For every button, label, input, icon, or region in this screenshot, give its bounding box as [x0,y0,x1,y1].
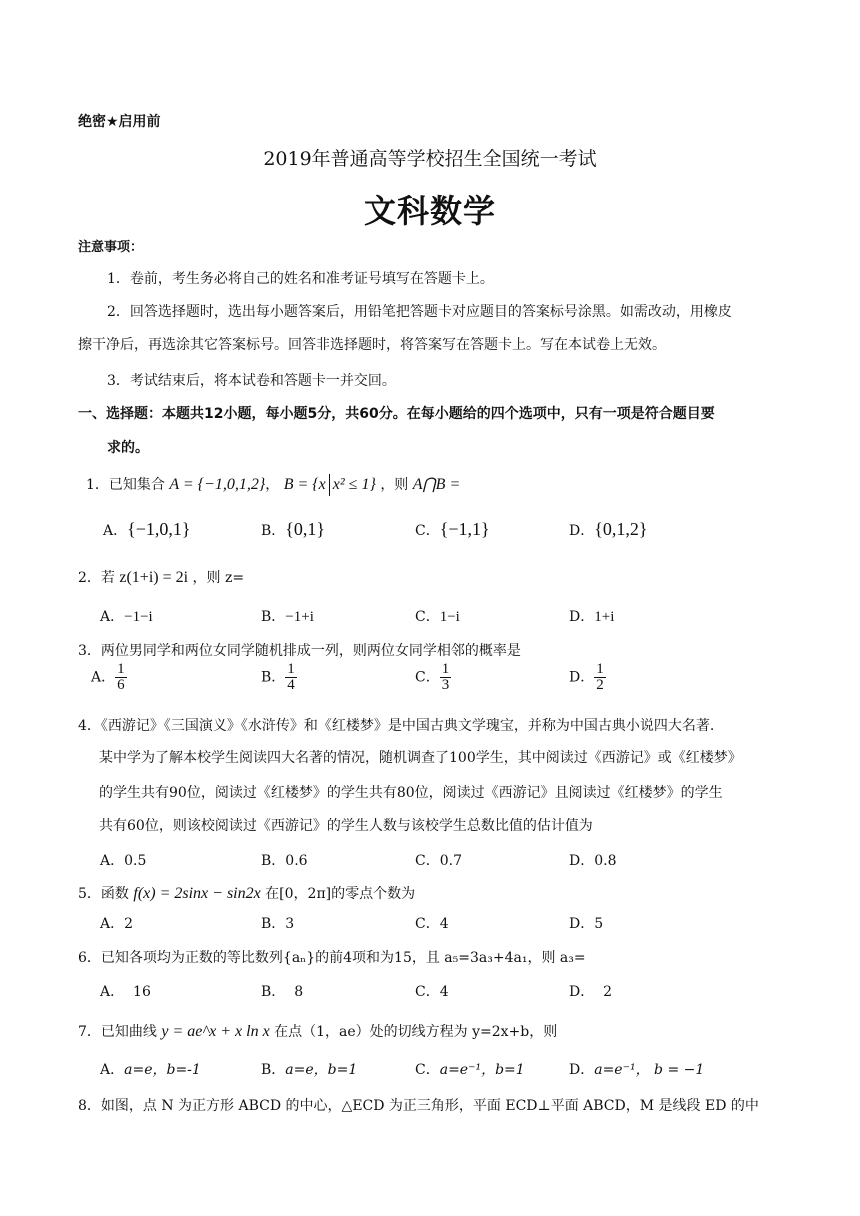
q7-option-b[interactable] [261,1059,357,1079]
option-label: D． [569,1062,595,1078]
notice-item: 2．回答选择题时，选出每小题答案后，用铅笔把答题卡对应题目的答案标号涂黑。如需改动，用橡皮 [107,304,732,320]
q2-expr: z(1+i) = 2i [119,569,189,586]
option-value: 16 [133,984,151,1000]
option-value: 1+i [594,609,615,625]
option-value: a=e，b=-1 [124,1062,201,1078]
q1-suffix: ，则 [380,477,409,493]
q6-option-c[interactable] [415,981,449,1001]
option-value: {−1,1} [439,519,490,539]
q3-option-b[interactable] [261,662,297,693]
option-label: C． [415,669,440,686]
option-value: −1+i [285,609,314,625]
option-value: {0,1} [285,519,326,539]
option-label: D． [569,609,595,625]
q1-set-b-cond: x² ≤ 1} [332,476,376,493]
fraction: $\frac{1}{4}$ [287,661,295,693]
q2-suffix: ，则 z= [192,570,245,586]
option-value: 0.6 [285,853,308,869]
option-label: D． [569,916,595,932]
notice-item: 3．考试结束后，将本试卷和答题卡一并交回。 [107,373,396,389]
notice-item: 擦干净后，再选涂其它答案标号。回答非选择题时，将答案写在答题卡上。写在本试卷上无效。 [78,337,666,353]
option-label: B． [261,523,286,539]
question-6: 6．已知各项均为正数的等比数列{aₙ}的前4项和为15，且 a₅=3a₃+4a₁，则 a₃= [78,950,586,966]
option-value: −1−i [124,609,153,625]
q5-prefix: 5．函数 [78,886,129,902]
question-5 [78,883,415,903]
exam-title: 2019年普通高等学校招生全国统一考试 [263,148,597,170]
question-8: 8．如图，点 N 为正方形 ABCD 的中心，△ECD 为正三角形，平面 ECD⊥平面 ABCD，M 是线段 ED 的中 [78,1098,759,1114]
option-label: C． [415,1062,440,1078]
option-label: B． [261,1062,286,1078]
q1-option-b[interactable] [261,519,325,540]
option-value: a=e⁻¹，b=1 [439,1062,525,1078]
q1-option-a[interactable] [103,519,191,540]
q7-suffix: 在点（1，ae）处的切线方程为 y=2x+b，则 [274,1024,558,1040]
option-label: C． [415,609,440,625]
q7-expr: y = ae^x + x ln x [161,1023,270,1040]
q7-option-a[interactable] [100,1059,201,1079]
q3-option-d[interactable] [569,662,606,693]
q5-suffix: 在[0，2π]的零点个数为 [265,886,416,902]
question-2 [78,567,244,587]
fraction: $\frac{1}{6}$ [117,661,125,693]
question-1 [86,474,460,496]
option-value: a=e⁻¹， b = −1 [594,1062,705,1078]
q1-divider-bar [329,474,330,496]
option-label: B． [261,853,286,869]
q2-prefix: 2．若 [78,570,115,586]
option-label: A． [100,916,125,932]
q1-expr: A⋂B = [412,476,461,493]
q4-option-c[interactable] [415,850,462,870]
q2-option-b[interactable] [261,606,314,626]
option-label: A． [103,523,128,539]
option-label: A． [100,853,125,869]
q5-option-b[interactable] [261,913,294,933]
q5-option-c[interactable] [415,913,449,933]
option-label: B． [261,669,286,686]
q4-option-b[interactable] [261,850,308,870]
option-label: C． [415,984,440,1000]
option-value: 1−i [439,609,460,625]
q1-prefix: 1．已知集合 [86,477,165,493]
q4-option-a[interactable] [100,850,146,870]
q2-option-d[interactable] [569,606,614,626]
q3-option-a[interactable] [91,662,127,693]
option-value: 3 [285,916,295,932]
option-label: C． [415,523,440,539]
q1-sep: ， [265,477,280,493]
q5-option-a[interactable] [100,913,133,933]
option-label: B． [261,609,286,625]
question-7 [78,1021,557,1041]
section-heading-cont: 求的。 [107,440,149,456]
option-value: 2 [124,916,134,932]
q6-option-a[interactable] [100,981,151,1001]
q3-option-c[interactable] [415,662,451,693]
option-value: 0.7 [439,853,462,869]
q6-option-d[interactable] [569,981,612,1001]
option-label: A． [100,609,125,625]
q7-option-c[interactable] [415,1059,525,1079]
subject-title: 文科数学 [363,192,496,230]
option-value: 0.8 [594,853,617,869]
option-value: 4 [439,916,449,932]
question-4-line: 4．《西游记》《三国演义》《水浒传》和《红楼梦》是中国古典文学瑰宝，并称为中国古典小说四大名著. [78,718,715,734]
option-value: a=e，b=1 [285,1062,358,1078]
fraction: $\frac{1}{2}$ [596,661,604,693]
q2-option-a[interactable] [100,606,153,626]
option-value: 0.5 [124,853,147,869]
option-label: D． [569,984,595,1000]
option-label: B． [261,984,286,1000]
q5-option-d[interactable] [569,913,603,933]
option-label: B． [261,916,286,932]
q1-option-d[interactable] [569,519,648,540]
q1-set-b-open: B = {x [283,476,326,493]
option-label: A． [91,669,116,686]
q7-option-d[interactable] [569,1059,704,1079]
option-label: A． [100,1062,125,1078]
option-value: 8 [294,984,304,1000]
question-4-line: 的学生共有90位，阅读过《红楼梦》的学生共有80位，阅读过《西游记》且阅读过《红楼梦》的学生 [99,785,723,801]
option-value: 2 [603,984,613,1000]
notice-item: 1．卷前，考生务必将自己的姓名和准考证号填写在答题卡上。 [107,271,494,287]
question-4-line: 共有60位，则该校阅读过《西游记》的学生人数与该校学生总数比值的估计值为 [99,818,593,834]
q5-expr: f(x) = 2sinx − sin2x [133,885,261,902]
section-heading: 一、选择题：本题共12小题，每小题5分，共60分。在每小题给的四个选项中，只有一项是符合题目要 [78,406,715,422]
option-value: 4 [439,984,449,1000]
secret-tag: 绝密★启用前 [78,114,161,130]
option-value: {0,1,2} [594,519,648,539]
q4-option-d[interactable] [569,850,617,870]
option-value: 5 [594,916,604,932]
q1-option-c[interactable] [415,519,490,540]
option-value: {−1,0,1} [127,519,191,539]
option-label: A． [100,984,125,1000]
q1-set-a: A = {−1,0,1,2} [169,476,266,493]
question-4-line: 某中学为了解本校学生阅读四大名著的情况，随机调查了100学生，其中阅读过《西游记》或《红楼梦》 [99,750,742,766]
q2-option-c[interactable] [415,606,460,626]
question-3: 3．两位男同学和两位女同学随机排成一列，则两位女同学相邻的概率是 [78,643,521,659]
option-label: D． [569,669,595,686]
option-label: C． [415,853,440,869]
option-label: C． [415,916,440,932]
option-label: D． [569,853,595,869]
notice-heading: 注意事项： [78,240,144,255]
q6-option-b[interactable] [261,981,303,1001]
option-label: D． [569,523,595,539]
q7-prefix: 7．已知曲线 [78,1024,157,1040]
fraction: $\frac{1}{3}$ [441,661,450,693]
